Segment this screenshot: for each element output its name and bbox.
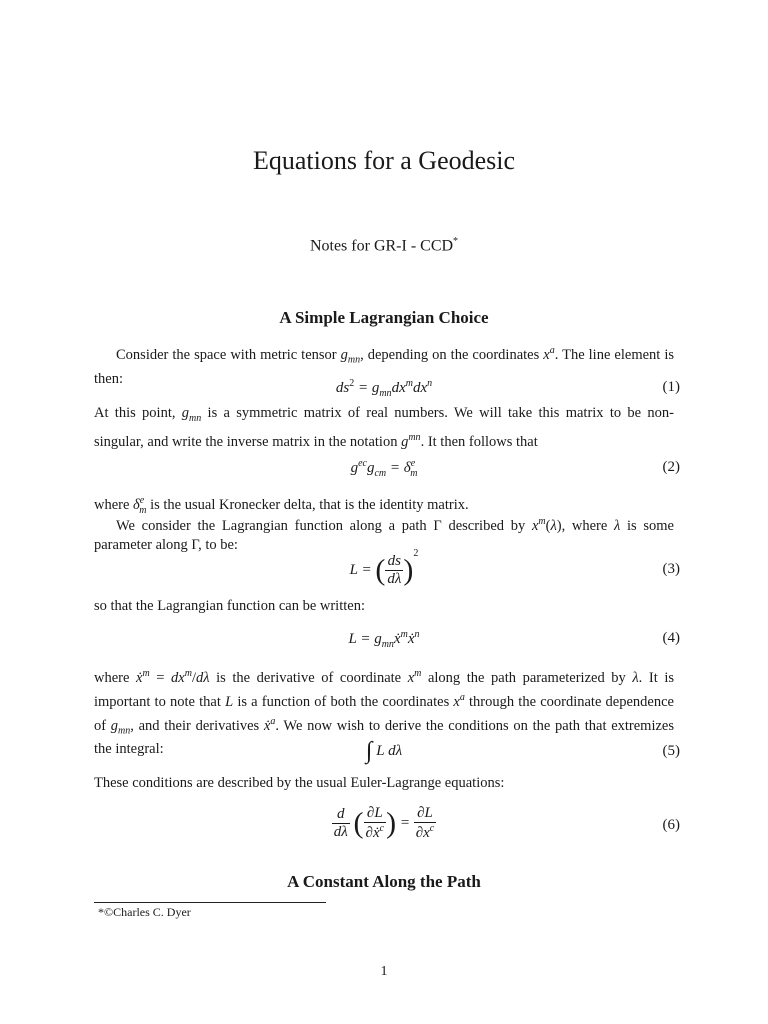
paragraph-7: These conditions are described by the usual Euler-Lagrange equations: [94, 775, 505, 791]
equation-5: ∫ L dλ [365, 738, 403, 764]
equation-5-number: (5) [662, 743, 680, 759]
equation-2: $g^{ec}g_{cm} = \delta^e_m$ [350, 458, 418, 479]
section-heading-lagrangian: A Simple Lagrangian Choice [279, 308, 489, 327]
equation-6: $\frac{d}{d\lambda}$ ( $\frac{\partial L}{\partial ẋ^c}$ ) = $\frac{\partial L}{\partial x^c}$ [333, 805, 435, 841]
paragraph-6: where ẋ$^m$ = $dx^m/d\lambda$ is the derivative of coordinate $x^m$ along the path parameterized by λ. It is important to note that L is a function of both the coordinates $x^a$ through the coordinate dependence of $g_{mn}$, and their derivatives ẋ$^a$. We now wish to derive the conditions on the path that extremizes the integral: [94, 668, 674, 758]
equation-1-number: (1) [662, 379, 680, 395]
paragraph-5: so that the Lagrangian function can be written: [94, 598, 365, 614]
footnote-rule [94, 902, 326, 903]
equation-4: $L = g_{mn}ẋ^mẋ^n$ [348, 629, 420, 650]
equation-3-number: (3) [662, 561, 680, 577]
paragraph-1: Consider the space with metric tensor $g_{mn}$, depending on the coordinates $x^a$. The line element is then: [94, 345, 674, 387]
paragraph-4: We consider the Lagrangian function along a path Γ described by $x^m(\lambda)$, where λ is some parameter along Γ, to be: [94, 516, 674, 553]
paragraph-2: At this point, $g_{mn}$ is a symmetric matrix of real numbers. We will take this matrix to be non-singular, and write the inverse matrix in the notation $g^{mn}$. It then follows that [94, 405, 674, 450]
document-subtitle [0, 236, 768, 255]
equation-4-number: (4) [662, 630, 680, 646]
footnote: *©Charles C. Dyer [98, 905, 191, 919]
equation-2-number: (2) [662, 459, 680, 475]
subtitle-text: Notes for GR-I - CCD [309, 237, 454, 255]
equation-1: $ds^2 = g_{mn}dx^mdx^n$ [335, 378, 433, 399]
page-number: 1 [380, 964, 388, 979]
footnote-marker: * [453, 236, 459, 247]
equation-3: L = ( $\frac{ds}{d\lambda}$ )$^2$ [349, 548, 419, 588]
paragraph-3: where $\delta^e_m$ is the usual Kronecker delta, that is the identity matrix. [94, 495, 469, 516]
document-title: Equations for a Geodesic [252, 146, 516, 175]
section-heading-constant: A Constant Along the Path [287, 872, 481, 891]
equation-6-number: (6) [662, 817, 680, 833]
